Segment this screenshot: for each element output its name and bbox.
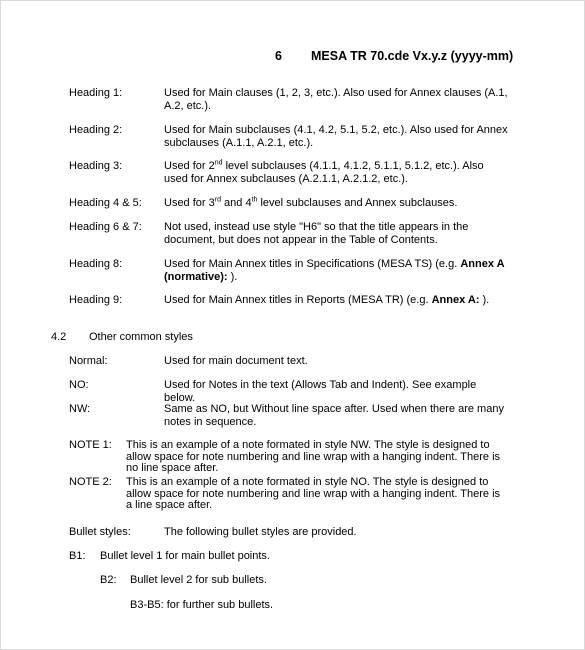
style-description: Used for 2nd level subclauses (4.1.1, 4.1.2, 5.1.1, 5.1.2, etc.). Also used for Annex subclauses (A.2.1.1, A.2.1.2, etc.). (164, 159, 484, 185)
note-text: This is an example of a note formated in style NO. The style is designed to allow space for note numbering and line wrap with a hanging indent. There is a line space after. (126, 476, 501, 511)
style-entry-bullet-styles (69, 526, 514, 539)
style-description: Used for Notes in the text (Allows Tab and Indent). See example below. (164, 379, 477, 404)
page-header (275, 49, 513, 63)
style-description: Not used, instead use style "H6" so that the title appears in the document, but does not appear in the Table of Contents. (164, 221, 469, 246)
bullet-label: B1: (69, 550, 86, 562)
bullet-level-2 (100, 574, 267, 587)
style-label: Heading 8: (69, 258, 123, 270)
style-label: Heading 2: (69, 124, 123, 136)
style-label: Normal: (69, 355, 108, 367)
style-entry-heading-6-7 (69, 221, 514, 247)
style-description: Used for Main subclauses (4.1, 4.2, 5.1, 5.2, etc.). Also used for Annex subclauses (A.1.1, A.2.1, etc.). (164, 124, 508, 149)
style-label: Bullet styles: (69, 526, 131, 538)
note-text: This is an example of a note formated in style NW. The style is designed to allow space for note numbering and line wrap with a hanging indent. There is no line space after. (126, 439, 501, 474)
style-entry-heading-3 (69, 160, 514, 186)
style-label: Heading 9: (69, 294, 123, 306)
style-entry-no (69, 379, 514, 405)
section-title: Other common styles (89, 331, 193, 343)
style-label: Heading 6 & 7: (69, 221, 142, 233)
bullet-level-3-5 (130, 599, 273, 612)
style-entry-heading-1 (69, 87, 514, 113)
style-label: NO: (69, 379, 89, 391)
section-number: 4.2 (51, 331, 67, 343)
section-heading (51, 331, 193, 344)
style-entry-heading-2 (69, 124, 514, 150)
style-entry-heading-8 (69, 258, 514, 284)
style-label: Heading 1: (69, 87, 123, 99)
bullet-label: B3-B5: (130, 599, 164, 611)
note-label: NOTE 1: (69, 439, 112, 451)
bullet-label: B2: (100, 574, 117, 586)
page-number: 6 (275, 49, 282, 63)
style-description: The following bullet styles are provided. (164, 526, 357, 538)
style-label: Heading 4 & 5: (69, 197, 142, 209)
bullet-text: Bullet level 2 for sub bullets. (130, 574, 267, 586)
style-entry-heading-4-5 (69, 197, 514, 210)
style-description: Used for main document text. (164, 355, 308, 367)
style-entry-normal (69, 355, 514, 368)
note-example-2 (69, 477, 514, 512)
note-example-1 (69, 440, 514, 475)
bullet-text: for further sub bullets. (166, 599, 274, 611)
note-label: NOTE 2: (69, 476, 112, 488)
style-description: Used for Main Annex titles in Specifications (MESA TS) (e.g. Annex A (normative): ). (164, 258, 505, 283)
style-label: NW: (69, 403, 91, 415)
style-description: Used for Main clauses (1, 2, 3, etc.). Also used for Annex clauses (A.1, A.2, etc.). (164, 87, 508, 112)
style-entry-heading-9 (69, 294, 514, 307)
bullet-level-1 (69, 550, 270, 563)
style-label: Heading 3: (69, 160, 123, 172)
bullet-text: Bullet level 1 for main bullet points. (100, 550, 270, 562)
style-entry-nw (69, 403, 514, 429)
document-title: MESA TR 70.cde Vx.y.z (yyyy-mm) (311, 49, 514, 63)
style-description: Used for 3rd and 4th level subclauses and Annex subclauses. (164, 196, 458, 209)
style-description: Same as NO, but Without line space after. Used when there are many notes in sequence. (164, 403, 504, 428)
style-description: Used for Main Annex titles in Reports (MESA TR) (e.g. Annex A: ). (164, 294, 490, 306)
